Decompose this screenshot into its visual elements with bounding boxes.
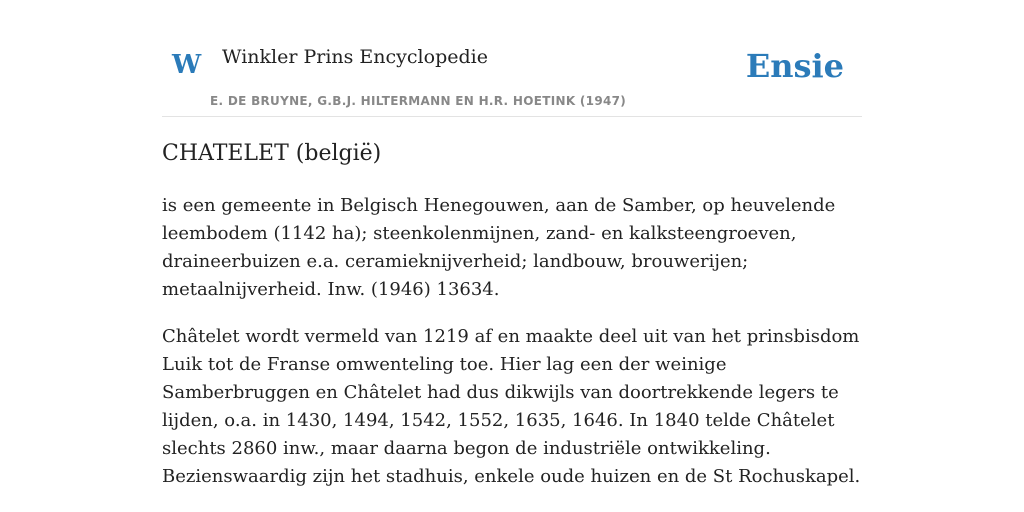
- ensie-logo[interactable]: Ensie: [745, 47, 844, 85]
- article-title: CHATELET (belgië): [162, 141, 382, 166]
- authors-line: E. DE BRUYNE, G.B.J. HILTERMANN EN H.R. HOETINK (1947): [210, 94, 627, 108]
- header: [162, 0, 862, 117]
- article-paragraph: is een gemeente in Belgisch Henegouwen, aan de Samber, op heuvelende leembodem (1142 ha); steenkolenmijnen, zand- en kalksteengroeven, draineerbuizen e.a. ceramieknijverheid; landbouw, brouwerijen; metaalnijverheid. Inw. (1946) 13634.: [162, 195, 836, 300]
- article-paragraph: Châtelet wordt vermeld van 1219 af en maakte deel uit van het prinsbisdom Luik tot de Franse omwenteling toe. Hier lag een der weinige Samberbruggen en Châtelet had dus dikwijls van doortrekkende legers te lijden, o.a. in 1430, 1494, 1542, 1552, 1635, 1646. In 1840 telde Châtelet slechts 2860 inw., maar daarna begon de industriële ontwikkeling. Bezienswaardig zijn het stadhuis, enkele oude huizen en de St Rochuskapel.: [162, 326, 861, 487]
- site-title[interactable]: Winkler Prins Encyclopedie: [222, 46, 488, 68]
- wp-logo-icon[interactable]: W: [172, 50, 202, 80]
